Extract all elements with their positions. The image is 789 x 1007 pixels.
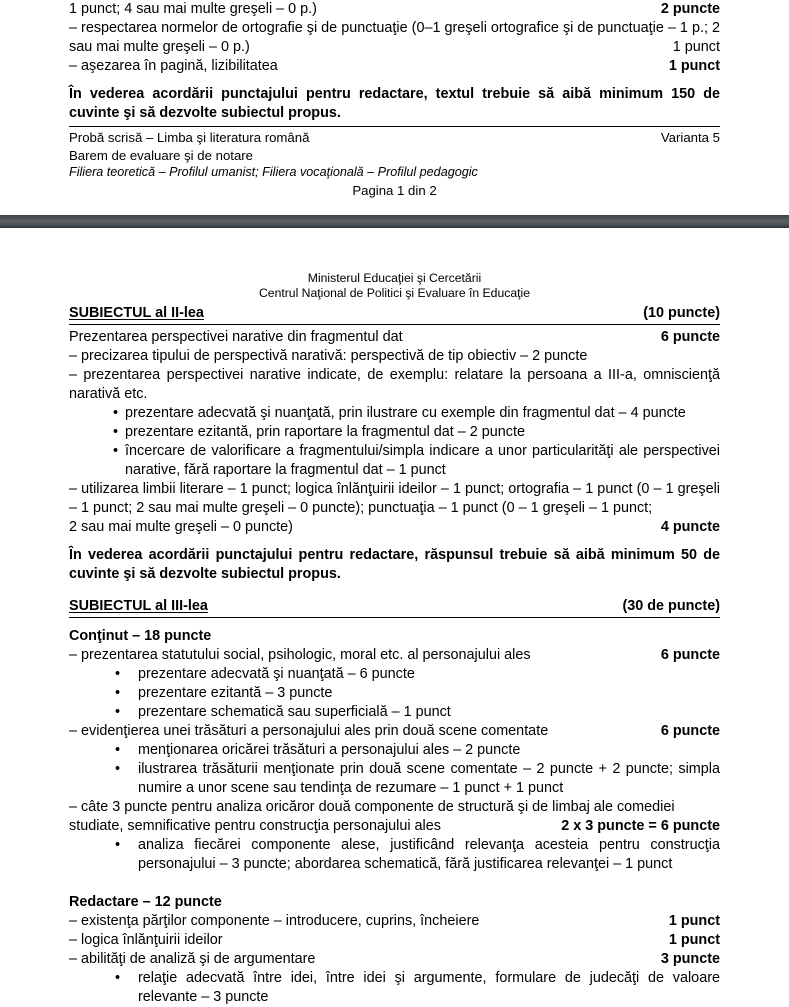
- masthead-line-center: Centrul Naţional de Politici şi Evaluare în Educaţie: [259, 285, 530, 300]
- content-item-2-points: 6 puncte: [660, 723, 720, 739]
- redaction-note-page-one: În vederea acordării punctajului pentru redactare, textul trebuie să aibă minimum 150 de cuvinte şi să dezvolte subiectul propus.: [69, 86, 720, 121]
- content-item-1-row: [69, 646, 720, 665]
- content-item-3: [69, 798, 720, 836]
- redaction-item-2-row: [69, 931, 720, 950]
- footer-page-number: Pagina 1 din 2: [352, 182, 437, 198]
- subject-three-total-points: (30 de puncte): [622, 598, 720, 614]
- spacer: [69, 874, 720, 893]
- subject-two-language-tail: [69, 518, 720, 537]
- list-item: • relaţie adecvată între idei, între idei şi argumente, formulare de judecăţi de valoare relevante – 3 puncte: [115, 969, 720, 1007]
- content-item-2-row: [69, 722, 720, 741]
- ministry-masthead: [69, 228, 720, 300]
- criterion-layout-points: 1 punct: [668, 58, 720, 74]
- redaction-section-title: Redactare – 12 puncte: [69, 894, 222, 910]
- content-item-3-bullets: [115, 836, 720, 874]
- subject-two-language-points: 4 puncte: [660, 519, 720, 535]
- subject-two-redaction-note: În vederea acordării punctajului pentru redactare, răspunsul trebuie să aibă minimum 50 de cuvinte şi să dezvolte subiectul propus.: [69, 547, 720, 582]
- subject-two-intro-text: Prezentarea perspectivei narative din fragmentul dat: [69, 329, 403, 345]
- subject-two-intro-row: [69, 328, 720, 347]
- redaction-item-2-text: – logica înlănţuirii ideilor: [69, 932, 223, 948]
- subject-two-intro-points: 6 puncte: [660, 329, 720, 345]
- content-item-2-bullets: [115, 741, 720, 798]
- spacer: [69, 537, 720, 546]
- content-item-3-last-line: studiate, semnificative pentru construcţia personajului ales: [69, 818, 441, 834]
- subject-two-bullet-list: [113, 404, 720, 480]
- criterion-orthography-text: – respectarea normelor de ortografie şi de punctuaţie (0–1 greşeli ortografice şi de punctuaţie – 1 p.; 2 sau mai multe greşeli – 0 p.): [69, 20, 720, 55]
- content-item-3-body: – câte 3 puncte pentru analiza oricăror două componente de structură şi de limbaj ale comediei: [69, 799, 675, 815]
- footer-scale-label: Barem de evaluare şi de notare: [69, 147, 254, 163]
- subject-two-dash-item-2: – prezentarea perspectivei narative indicate, de exemplu: relatare la persoana a III-a, omniscienţă narativă etc.: [69, 367, 720, 402]
- content-item-2-text: – evidenţierea unei trăsături a personajului ales prin două scene comentate: [69, 723, 549, 739]
- continued-criterion-points: 2 puncte: [660, 1, 720, 17]
- list-item: • prezentare adecvată şi nuanţată, prin ilustrare cu exemple din fragmentul dat – 4 puncte: [113, 404, 720, 423]
- redaction-item-3-row: [69, 950, 720, 969]
- content-item-3-tail: [69, 817, 720, 836]
- list-item: • menţionarea oricărei trăsături a personajului ales – 2 puncte: [115, 741, 720, 760]
- subject-two-language-body: – utilizarea limbii literare – 1 punct; logica înlănţuirii ideilor – 1 punct; ortografia – 1 punct (0 – 1 greşeli – 1 punct; 2 sau mai multe greşeli – 0 puncte); punctuaţia – 1 punct (0 – 1 greşeli – 1 punct;: [69, 481, 720, 516]
- footer-exam-row: [69, 129, 720, 147]
- subject-three-title: SUBIECTUL al III-lea: [69, 598, 208, 614]
- page-separator: [0, 215, 789, 228]
- content-item-3-points: 2 x 3 puncte = 6 puncte: [561, 818, 720, 834]
- redaction-item-1-row: [69, 912, 720, 931]
- list-item: • prezentare ezitantă – 3 puncte: [115, 684, 720, 703]
- spacer: [69, 618, 720, 627]
- criterion-layout-text: – aşezarea în pagină, lizibilitatea: [69, 58, 278, 74]
- list-item: • prezentare adecvată şi nuanţată – 6 puncte: [115, 665, 720, 684]
- footer-variant-label: Varianta 5: [660, 130, 720, 145]
- subject-two-language-criterion: [69, 480, 720, 537]
- continued-criterion-row: [69, 0, 720, 19]
- list-item: • ilustrarea trăsăturii menţionate prin două scene comentate – 2 puncte + 2 puncte; simpla numire a unor scene sau tendinţa de rezumare – 1 punct + 1 punct: [115, 760, 720, 798]
- list-item: • prezentare schematică sau superficială – 1 punct: [115, 703, 720, 722]
- redaction-item-1-points: 1 punct: [668, 913, 720, 929]
- subject-two-header: [69, 304, 720, 325]
- subject-two-language-last-line: 2 sau mai multe greşeli – 0 puncte): [69, 519, 293, 535]
- content-item-1-bullets: [115, 665, 720, 722]
- page-two: [0, 228, 789, 1007]
- masthead-line-ministry: Ministerul Educaţiei şi Cercetării: [307, 271, 482, 285]
- criterion-orthography-points: 1 punct: [672, 39, 720, 55]
- continued-criterion-text: 1 punct; 4 sau mai multe greşeli – 0 p.): [69, 1, 317, 17]
- footer-divider: [69, 126, 720, 127]
- redaction-item-3-points: 3 puncte: [660, 951, 720, 967]
- footer-profile-label: Filiera teoretică – Profilul umanist; Filiera vocaţională – Profilul pedagogic: [69, 165, 478, 179]
- list-item: • încercare de valorificare a fragmentului/simpla indicare a unor particularităţi ale perspectivei narative, fără raportare la fragmentul dat – 1 punct: [113, 442, 720, 480]
- redaction-item-1-text: – existenţa părţilor componente – introducere, cuprins, încheiere: [69, 913, 480, 929]
- list-item: • analiza fiecărei componente alese, justificând relevanţa acesteia pentru construcţia personajului – 3 puncte; abordarea schematică, fără justificarea relevanţei – 1 punct: [115, 836, 720, 874]
- content-item-1-points: 6 puncte: [660, 647, 720, 663]
- spacer: [69, 584, 720, 597]
- spacer: [69, 76, 720, 85]
- footer-exam-label: Probă scrisă – Limba şi literatura română: [69, 130, 310, 145]
- redaction-item-3-text: – abilităţi de analiză şi de argumentare: [69, 951, 316, 967]
- subject-three-header: [69, 597, 720, 618]
- page-one: [0, 0, 789, 199]
- subject-two-dash-item-1: – precizarea tipului de perspectivă narativă: perspectivă de tip obiectiv – 2 puncte: [69, 348, 588, 364]
- criterion-orthography: [69, 19, 720, 57]
- content-section-title: Conţinut – 18 puncte: [69, 628, 212, 644]
- content-item-1-text: – prezentarea statutului social, psihologic, moral etc. al personajului ales: [69, 647, 531, 663]
- criterion-layout-row: [69, 57, 720, 76]
- subject-two-title: SUBIECTUL al II-lea: [69, 305, 204, 321]
- subject-two-total-points: (10 puncte): [643, 305, 720, 321]
- redaction-item-2-points: 1 punct: [668, 932, 720, 948]
- list-item: • prezentare ezitantă, prin raportare la fragmentul dat – 2 puncte: [113, 423, 720, 442]
- redaction-bullets: [115, 969, 720, 1007]
